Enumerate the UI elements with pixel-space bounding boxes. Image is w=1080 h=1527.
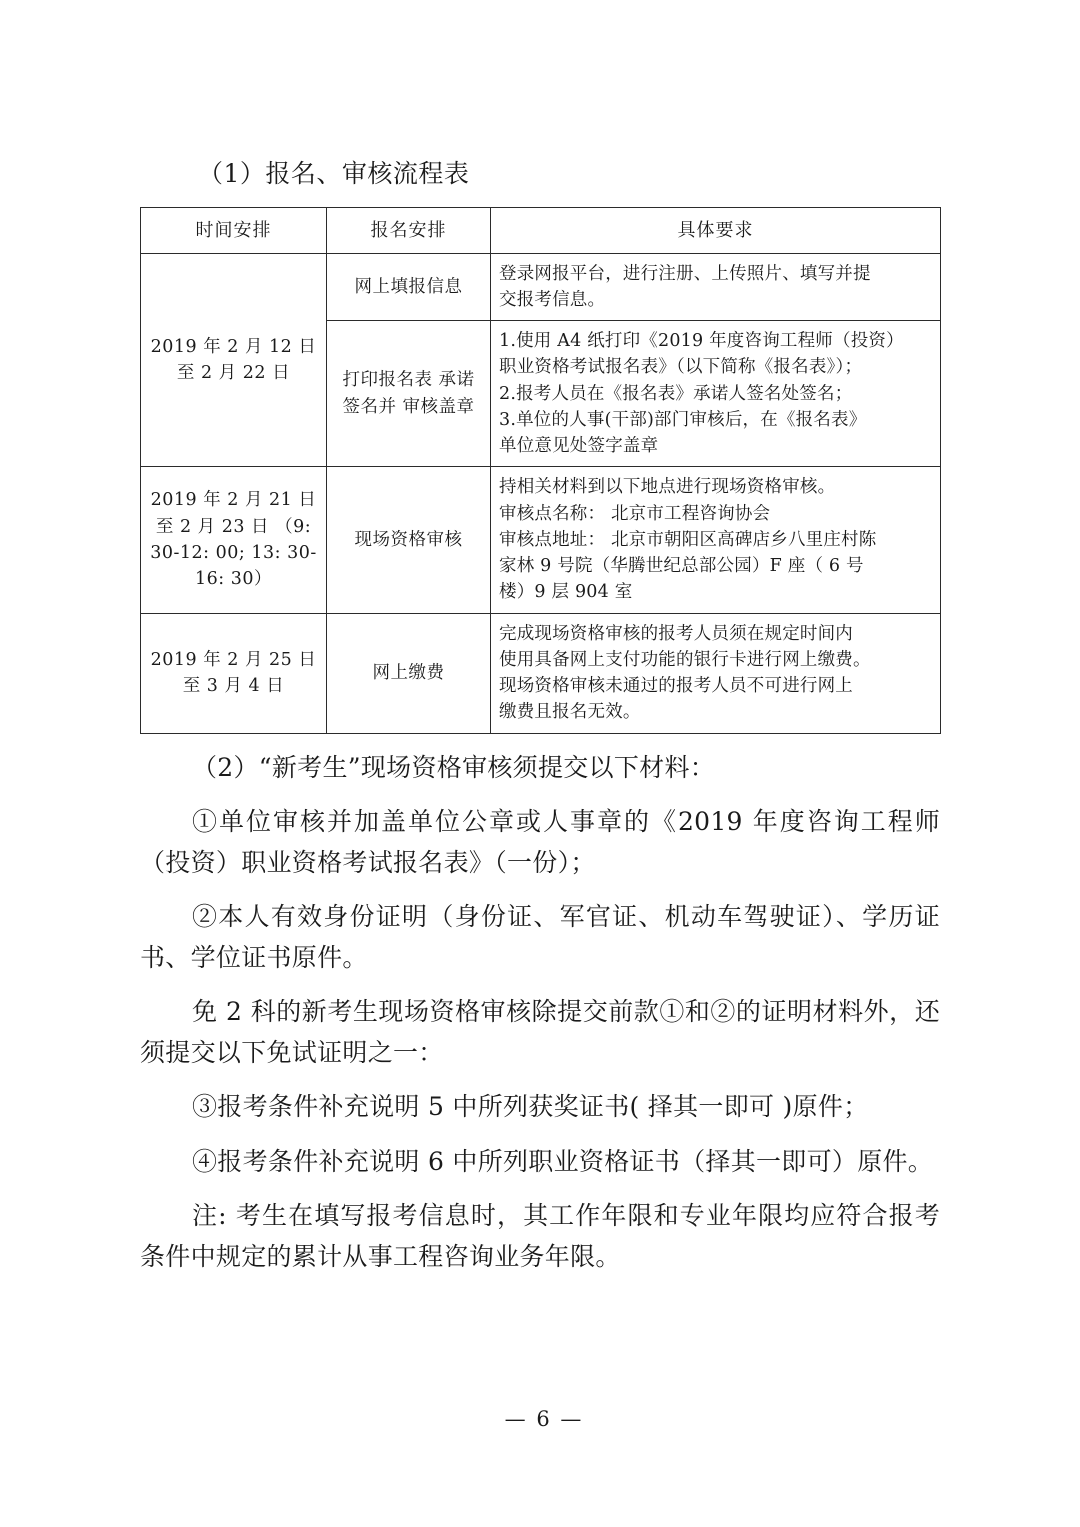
- material-item-2: ②本人有效身份证明（身份证、军官证、机动车驾驶证）、学历证书、学位证书原件。: [140, 902, 940, 972]
- cell-requirements: 登录网报平台，进行注册、上传照片、填写并提 交报考信息。: [491, 253, 941, 321]
- cell-arrangement: 网上填报信息: [327, 253, 491, 321]
- cell-time: 2019 年 2 月 21 日至 2 月 23 日 （9: 30-12: 00; 13: 30-16: 30）: [141, 467, 327, 613]
- page-content: [140, 155, 940, 1277]
- column-header-time: 时间安排: [141, 207, 327, 253]
- exemption-note: 免 2 科的新考生现场资格审核除提交前款①和②的证明材料外，还须提交以下免试证明之一：: [140, 997, 940, 1067]
- material-item-1: ①单位审核并加盖单位公章或人事章的《2019 年度咨询工程师（投资）职业资格考试报名表》（一份）；: [140, 807, 940, 877]
- column-header-arrangement: 报名安排: [327, 207, 491, 253]
- column-header-requirements: 具体要求: [491, 207, 941, 253]
- section-2-title: （2）“新考生”现场资格审核须提交以下材料：: [192, 752, 716, 782]
- table-row: [141, 467, 941, 613]
- cell-requirements: 完成现场资格审核的报考人员须在规定时间内 使用具备网上支付功能的银行卡进行网上缴费。 现场资格审核未通过的报考人员不可进行网上 缴费且报名无效。: [491, 613, 941, 733]
- section-1-title: （1）报名、审核流程表: [198, 159, 470, 188]
- cell-requirements: 持相关材料到以下地点进行现场资格审核。 审核点名称： 北京市工程咨询协会 审核点地址： 北京市朝阳区高碑店乡八里庄村陈 家林 9 号院（华腾世纪总部公园）F 座（ 6 号 楼）9 层 904 室: [491, 467, 941, 613]
- cell-arrangement: 现场资格审核: [327, 467, 491, 613]
- page-number: — 6 —: [504, 1407, 584, 1431]
- cell-requirements: 1.使用 A4 纸打印《2019 年度咨询工程师（投资） 职业资格考试报名表》（以下简称《报名表》）； 2.报考人员在《报名表》承诺人签名处签名； 3.单位的人事(干部)部门审核后，在《报名表》 单位意见处签字盖章: [491, 321, 941, 467]
- material-item-4: ④报考条件补充说明 6 中所列职业资格证书（择其一即可）原件。: [192, 1146, 934, 1176]
- table-header-row: [141, 207, 941, 253]
- page-footer: [0, 1407, 1080, 1431]
- cell-time: 2019 年 2 月 12 日至 2 月 22 日: [141, 253, 327, 467]
- cell-time: 2019 年 2 月 25 日至 3 月 4 日: [141, 613, 327, 733]
- cell-arrangement: 打印报名表 承诺签名并 审核盖章: [327, 321, 491, 467]
- registration-flow-table: [140, 207, 941, 734]
- material-item-3: ③报考条件补充说明 5 中所列获奖证书( 择其一即可 )原件；: [192, 1092, 869, 1121]
- cell-arrangement: 网上缴费: [327, 613, 491, 733]
- table-row: [141, 253, 941, 321]
- final-note: 注: 考生在填写报考信息时，其工作年限和专业年限均应符合报考条件中规定的累计从事工程咨询业务年限。: [140, 1201, 940, 1271]
- table-row: [141, 613, 941, 733]
